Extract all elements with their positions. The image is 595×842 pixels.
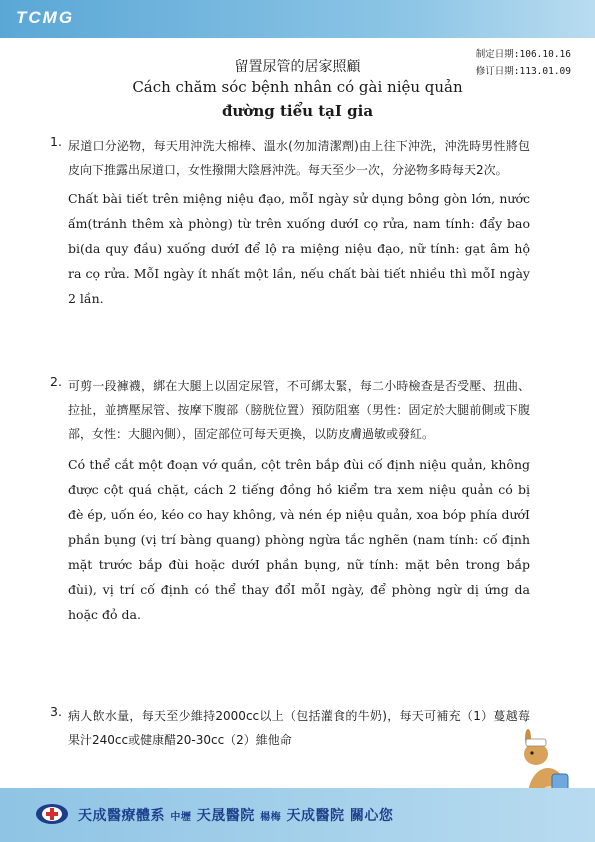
revised-date: 修订日期:113.01.09 bbox=[475, 66, 571, 77]
footer-system-name: 天成醫療體系 bbox=[78, 808, 165, 824]
section-3 bbox=[50, 704, 530, 752]
footer-hospital-1: 天晟醫院 bbox=[196, 808, 255, 824]
section-number: 1. bbox=[50, 134, 62, 149]
footer-location-2: 楊梅 bbox=[260, 812, 282, 823]
footer-hospital-2: 天成醫院 bbox=[286, 808, 345, 824]
created-date: 制定日期:106.10.16 bbox=[475, 49, 571, 60]
footer-location-1: 中壢 bbox=[170, 812, 192, 823]
section-vietnamese-text: Chất bài tiết trên miệng niệu đạo, mỗI ngày sử dụng bông gòn lớn, nước ấm(tránh thêm xà phòng) từ trên xuống dướI cọ rửa, nam tính: đẩy bao bi(da quy đầu) xuống dướI để lộ ra miệng niệu đạo, nữ tính: gạt âm hộ ra cọ rửa. MỗI ngày ít nhất một lần, nếu chất bài tiết nhiều thì mỗI ngày 2 lần. bbox=[68, 191, 530, 306]
title-chinese: 留置尿管的居家照顧 bbox=[234, 59, 361, 75]
section-2 bbox=[50, 374, 530, 627]
section-chinese-text: 尿道口分泌物，每天用沖洗大棉棒、溫水(勿加清潔劑)由上往下沖洗，沖洗時男性將包皮向下推露出尿道口，女性撥開大陰唇沖洗。每天至少一次，分泌物多時每天2次。 bbox=[68, 139, 530, 177]
footer-slogan: 關心您 bbox=[349, 808, 394, 824]
section-number: 3. bbox=[50, 704, 62, 719]
footer-hospital-names bbox=[78, 805, 393, 825]
hospital-logo-icon bbox=[34, 802, 70, 826]
section-chinese-text: 可剪一段褲襪，綁在大腿上以固定尿管，不可綁太緊，每二小時檢查是否受壓、扭曲、拉扯，並擠壓尿管、按摩下腹部（膀胱位置）預防阻塞（男性：固定於大腿前側或下腹部，女性：大腿內側），固定部位可每天更換，以防皮膚過敏或發紅。 bbox=[68, 379, 530, 441]
section-number: 2. bbox=[50, 374, 62, 389]
section-chinese-text: 病人飲水量，每天至少維持2000cc以上（包括灌食的牛奶)，每天可補充（1）蔓越莓果汁240cc或健康醋20-30cc（2）維他命 bbox=[68, 709, 530, 747]
section-1 bbox=[50, 134, 530, 311]
section-vietnamese-text: Có thể cắt một đoạn vớ quần, cột trên bắp đùi cố định niệu quản, không được cột quá chặt, cách 2 tiếng đồng hồ kiểm tra xem niệu quản có bị đè ép, uốn éo, kéo co hay không, và nén ép niệu quản, xoa bóp phía dướI phần bụng (vị trí bàng quang) phòng ngừa tắc nghẽn (nam tính: cố định mặt trước bắp đùi hoặc dướI phần bụng, nữ tính: mặt bên trong bắp đùi), vị trí cố định có thể thay đổI mỗI ngày, để phòng ngừ dị ứng da hoặc đỏ da. bbox=[68, 457, 530, 622]
title-vietnamese-line1: Cách chăm sóc bệnh nhân có gài niệu quản bbox=[132, 78, 463, 96]
brand-logo-text: TCMG bbox=[16, 8, 75, 27]
header-bar bbox=[0, 0, 595, 38]
title-vietnamese-line2: đường tiểu tạI gia bbox=[221, 102, 374, 120]
footer-bar bbox=[0, 788, 595, 842]
